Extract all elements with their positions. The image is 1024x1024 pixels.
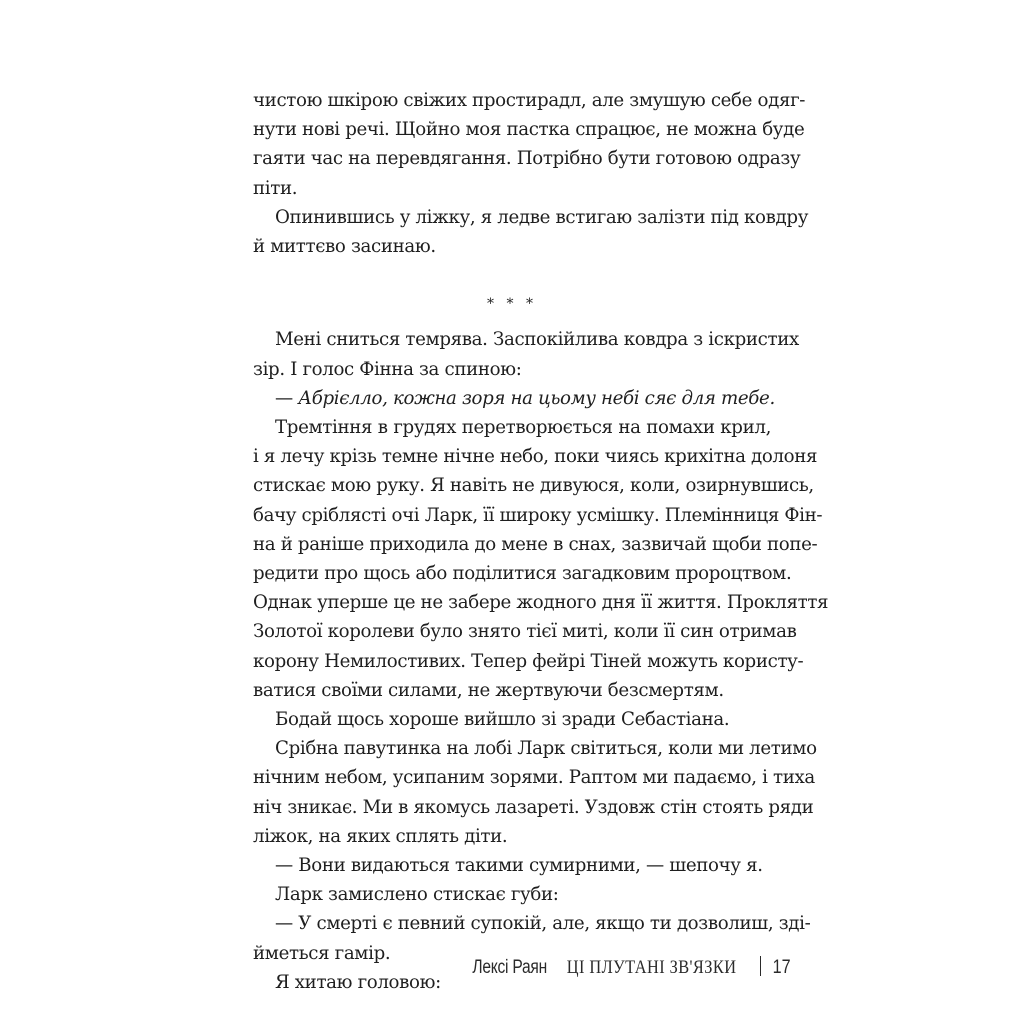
footer-book-title: ЦІ ПЛУТАНІ ЗВ'ЯЗКИ — [566, 957, 737, 978]
text-line: і я лечу крізь темне нічне небо, поки чиясь крихітна долоня — [253, 446, 818, 468]
text-line: Тремтіння в грудях перетворюється на помахи крил, — [275, 417, 771, 439]
text-line: Срібна павутинка на лобі Ларк світиться, коли ми летимо — [275, 738, 817, 760]
footer-divider — [760, 956, 761, 976]
text-line: редити про щось або поділитися загадковим пророцтвом. — [253, 563, 792, 585]
paragraph-5 — [253, 413, 829, 705]
em-dash: — — [275, 387, 299, 409]
paragraph-6 — [253, 705, 771, 734]
text-line: Золотої королеви було знято тієї миті, коли її син отримав — [253, 621, 797, 643]
paragraph-8-dialogue — [253, 851, 771, 880]
text-line: ватися своїми силами, не жертвуючи безсмертям. — [253, 679, 724, 701]
paragraph-2 — [253, 203, 809, 261]
text-line: Опинившись у ліжку, я ледве встигаю залізти під ковдру — [275, 206, 809, 228]
text-line: ніч зникає. Ми в якомусь лазареті. Уздовж стін стоять ряди — [253, 796, 814, 818]
paragraph-9 — [253, 880, 771, 909]
text-line: Ларк замислено стискає губи: — [275, 884, 559, 906]
text-line: піти. — [253, 177, 298, 199]
text-line: Мені сниться темрява. Заспокійлива ковдра з іскристих — [275, 329, 799, 351]
italic-quote: Абрієлло, кожна зоря на цьому небі сяє для тебе. — [298, 387, 775, 409]
page-number: 17 — [772, 957, 791, 978]
text-line: зір. І голос Фінна за спиною: — [253, 358, 522, 380]
text-line: Однак уперше це не забере жодного дня її життя. Прокляття — [253, 592, 829, 614]
paragraph-3 — [253, 325, 799, 383]
text-line: й миттєво засинаю. — [253, 236, 436, 258]
text-line: нути нові речі. Щойно моя пастка спрацює, не можна буде — [253, 119, 805, 141]
paragraph-1 — [253, 86, 806, 203]
text-line: ліжок, на яких сплять діти. — [253, 825, 508, 847]
text-line: на й раніше приходила до мене в снах, зазвичай щоби попе- — [253, 533, 818, 555]
text-line: нічним небом, усипаним зорями. Раптом ми падаємо, і тиха — [253, 767, 815, 789]
text-line: — Вони видаються такими сумирними, — шепочу я. — [275, 855, 763, 877]
text-line: стискає мою руку. Я навіть не дивуюся, коли, озирнувшись, — [253, 475, 814, 497]
text-line: чистою шкірою свіжих простирадл, але змушую себе одяг- — [253, 90, 806, 111]
text-line — [253, 384, 775, 413]
running-footer — [456, 953, 792, 979]
paragraph-7 — [253, 734, 817, 851]
text-line: Я хитаю головою: — [275, 971, 441, 993]
text-line: гаяти час на перевдягання. Потрібно бути готовою одразу — [253, 148, 801, 170]
text-line: бачу сріблясті очі Ларк, її широку усмішку. Племінниця Фін- — [253, 504, 823, 526]
text-line: корону Немилостивих. Тепер фейрі Тіней можуть користу- — [253, 650, 804, 672]
text-line: йметься гамір. — [253, 942, 391, 964]
footer-author: Лексі Раян — [472, 957, 547, 978]
text-line: Бодай щось хороше вийшло зі зради Себастіана. — [275, 709, 730, 731]
section-separator: * * * — [487, 296, 537, 313]
paragraph-4-dialogue — [253, 384, 775, 413]
text-line: — У смерті є певний супокій, але, якщо ти дозволиш, зді- — [275, 913, 811, 935]
